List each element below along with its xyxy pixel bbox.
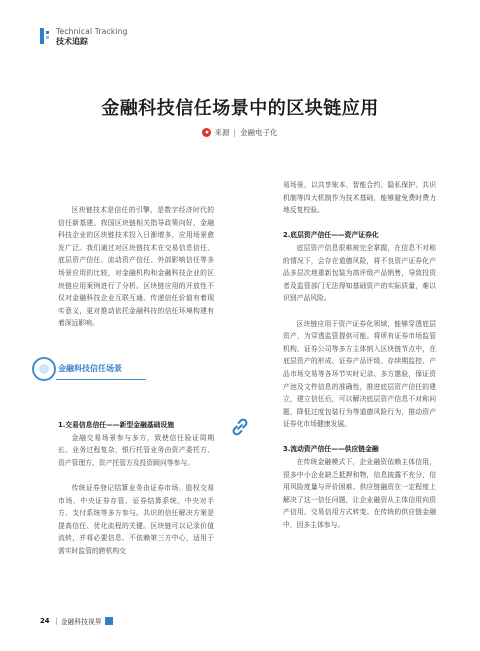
page-footer (40, 616, 113, 626)
footer-badge-icon (105, 617, 113, 625)
subsection-2-body: 底层资产信息很难被完全掌握，在信息不对称的情况下，会存在道德风险，将不良资产证券化产品多层次地重新包装为高评级产品销售，导致投资者及监管部门无法得知基础资产的实际质量，难以识别产品风险。 (283, 243, 436, 303)
source-line (0, 127, 480, 138)
logo-mark-icon (40, 28, 52, 44)
source-label: 来源 (214, 128, 230, 137)
header-title-en: Technical Tracking (56, 27, 128, 36)
subsection-1-body: 金融交易场景参与多方，致使信任验证周期长、业务过程复杂，银行托管业务由资产委托方、资产管理方、资产托管方及投资顾问等参与。 (58, 433, 214, 467)
header-title-cn: 技术追踪 (56, 36, 88, 46)
right-paragraph-1: 易场景，以共享账本、智能合约、隐私保护、共识机制等四大机制作为技术基础，能够避免费时费力地反复校验。 (283, 181, 436, 215)
subsection-3-body: 在传统金融模式下，企业融资依赖主体信用，很多中小企业缺乏抵押和物，信息披露不充分，信用风险度量与评价困难。供应链融资在一定程度上解决了这一信任问题，让企业融资从主体信用向资产信用、交易信用方式转变。在传统的供应链金融中，因多主体参与。 (283, 458, 436, 530)
section-ring-icon (32, 357, 56, 381)
right-paragraph-3: 区块链应用于资产证券化领域，能够穿透底层资产，为穿透监管提供可能。将所有证券市场监管机构、证券公司等多方主体纳入区块链节点中，在底层资产的形成、证券产品评级、存续期监控、产品市场交易等各环节实时记录、多方邀验，保证资产池及文件信息的准确性，推进底层资产信任的建立，建立信任后，可以解决底层资产信息不对称问题，降低过度包装行为等道德风险行为，推动资产证券化市场健康发展。 (283, 319, 436, 429)
page-number: 24 (40, 617, 50, 625)
left-paragraph-2: 传统证券登记结算业务由证券市场、股权交易市场、中央证券存管、证券结算系统、中央对手方、支付系统等多方参与。共识的信任解决方案是提高信任、优化流程的关键。区块链可以记录价值流转，并将必要信息、不依赖第三方中心，适用于需实时监管的跨机构交 (58, 483, 214, 555)
subheading-1: 1.交易信息信任——新型金融基础设施 (58, 421, 175, 429)
section-underline (56, 379, 146, 380)
right-column (283, 179, 436, 532)
section-title: 金融科技信任场景 (58, 364, 122, 373)
source-divider: | (233, 128, 237, 137)
section-heading (32, 357, 122, 381)
chain-link-icon (229, 416, 251, 438)
magazine-name: 金融科技视界 (60, 618, 102, 626)
left-column-lower (58, 419, 214, 558)
intro-paragraph: 区块链技术是信任的引擎，是数字经济时代的信任新基建。我国区块链相关指导政策向好，金融科技企业的区块链技术投入日渐增多，应用场景愈发广泛。我们通过对区块链技术在交易信息信任、底层资产信任、流动资产信任、外部影响信任等多场景应用的比较，对金融机构和金融科技企业的区块链应用案例进行了分析。区块链应用的开放性不仅对金融科技企业互联互通、传递信任价值有着现实意义，更对推动依托金融科技的信任环境构建有着深远影响。 (58, 206, 214, 328)
subheading-3: 3.流动资产信任——供应链金融 (283, 445, 379, 454)
left-column (58, 204, 214, 330)
column-header (40, 28, 128, 46)
subheading-2: 2.底层资产信任——资产证券化 (283, 231, 379, 240)
footer-divider: | (55, 617, 58, 625)
source-star-icon: ★ (204, 129, 210, 136)
source-name: 金融电子化 (240, 128, 278, 137)
article-title: 金融科技信任场景中的区块链应用 (101, 98, 379, 119)
